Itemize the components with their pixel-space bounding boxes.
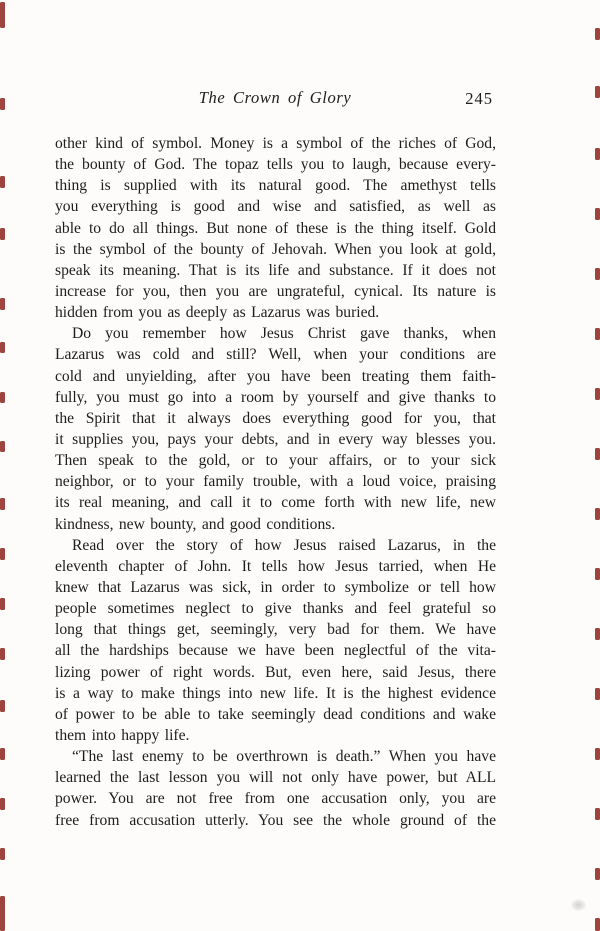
page-edge-mark [595, 268, 600, 280]
page-edge-mark [595, 868, 600, 880]
page-edge-mark [595, 508, 600, 520]
page-edge-mark [595, 28, 600, 40]
page-edge-mark [0, 748, 5, 760]
scan-smudge [571, 899, 586, 911]
text-line: fully, you must go into a room by yourself and give thanks to [55, 388, 496, 406]
text-line: eleventh chapter of John. It tells how Jesus tarried, when He [55, 557, 496, 575]
text-line: thing is supplied with its natural good. The amethyst tells [55, 177, 496, 195]
text-line: them into happy life. [55, 726, 190, 744]
page-edge-mark [595, 448, 600, 460]
text-line: Then speak to the gold, or to your affairs, or to your sick [55, 452, 496, 470]
page-edge-mark [0, 2, 5, 28]
page-edge-mark [0, 176, 5, 188]
text-line: knew that Lazarus was sick, in order to symbolize or tell how [55, 578, 496, 596]
page-edge-mark [0, 498, 5, 510]
page-edge-mark [595, 86, 600, 98]
page-edge-mark [595, 208, 600, 220]
text-line: speak its meaning. That is its life and substance. If it does not [55, 261, 496, 279]
text-line: Read over the story of how Jesus raised Lazarus, in the [72, 536, 496, 554]
page-edge-mark [0, 896, 5, 931]
text-line: Lazarus was cold and still? Well, when your conditions are [55, 346, 496, 364]
text-line: Do you remember how Jesus Christ gave thanks, when [72, 325, 496, 343]
page-edge-mark [595, 748, 600, 760]
page-edge-mark [0, 228, 5, 240]
text-line: learned the last lesson you will not only have power, but ALL [55, 769, 496, 787]
text-line: is the symbol of the bounty of Jehovah. When you look at gold, [55, 240, 496, 258]
text-line: “The last enemy to be overthrown is death.” When you have [72, 748, 496, 766]
paragraph [55, 535, 496, 746]
page-edge-mark [0, 441, 5, 452]
page-edge-mark [595, 628, 600, 640]
text-line: hidden from you as deeply as Lazarus was buried. [55, 304, 380, 322]
text-line: all the hardships because we have been neglectful of the vita- [55, 642, 496, 660]
text-block [55, 133, 496, 831]
text-line: increase for you, then you are ungrateful, cynical. Its nature is [55, 282, 496, 300]
running-header [55, 88, 495, 110]
page-edge-mark [0, 98, 5, 110]
page-edge-mark [0, 342, 5, 353]
text-line: its real meaning, and call it to come forth with new life, new [55, 494, 496, 512]
text-line: it supplies you, pays your debts, and in every way blesses you. [55, 430, 496, 448]
page-edge-mark [595, 328, 600, 340]
text-line: cold and unyielding, after you have been treating them faith- [55, 367, 496, 385]
page-edge-mark [0, 298, 5, 310]
page-edge-mark [595, 688, 600, 700]
paragraph [55, 323, 496, 534]
paragraph [55, 133, 496, 323]
page-edge-mark [595, 148, 600, 160]
page-edge-mark [595, 918, 600, 931]
text-line: people sometimes neglect to give thanks and feel grateful so [55, 600, 496, 618]
page-edge-mark [0, 392, 5, 403]
text-line: neighbor, or to your family trouble, with a loud voice, praising [55, 473, 496, 491]
text-line: the bounty of God. The topaz tells you to laugh, because every- [55, 156, 496, 174]
text-line: free from accusation utterly. You see the whole ground of the [55, 811, 496, 829]
text-line: lizing power of right words. But, even here, said Jesus, there [55, 663, 496, 681]
page-edge-mark [595, 808, 600, 820]
page-edge-mark [0, 598, 5, 610]
text-line: the Spirit that it always does everything good for you, that [55, 409, 496, 427]
page-edge-mark [0, 848, 5, 860]
page-edge-mark [0, 700, 5, 712]
text-line: you everything is good and wise and satisfied, as well as [55, 198, 496, 216]
text-line: of power to be able to take seemingly dead conditions and wake [55, 705, 496, 723]
page-edge-mark [595, 388, 600, 400]
page-number: 245 [465, 89, 493, 108]
page-edge-mark [0, 648, 5, 660]
text-line: power. You are not free from one accusation only, you are [55, 790, 496, 808]
text-line: other kind of symbol. Money is a symbol of the riches of God, [55, 135, 496, 152]
page-edge-mark [0, 798, 5, 810]
text-line: kindness, new bounty, and good conditions. [55, 515, 336, 533]
page-title: The Crown of Glory [198, 88, 352, 107]
text-line: able to do all things. But none of these is the thing itself. Gold [55, 219, 496, 237]
text-line: is a way to make things into new life. It is the highest evidence [55, 684, 496, 702]
text-line: long that things get, seemingly, very bad for them. We have [55, 621, 496, 639]
page-edge-mark [595, 568, 600, 580]
page-edge-mark [0, 548, 5, 560]
paragraph [55, 746, 496, 831]
